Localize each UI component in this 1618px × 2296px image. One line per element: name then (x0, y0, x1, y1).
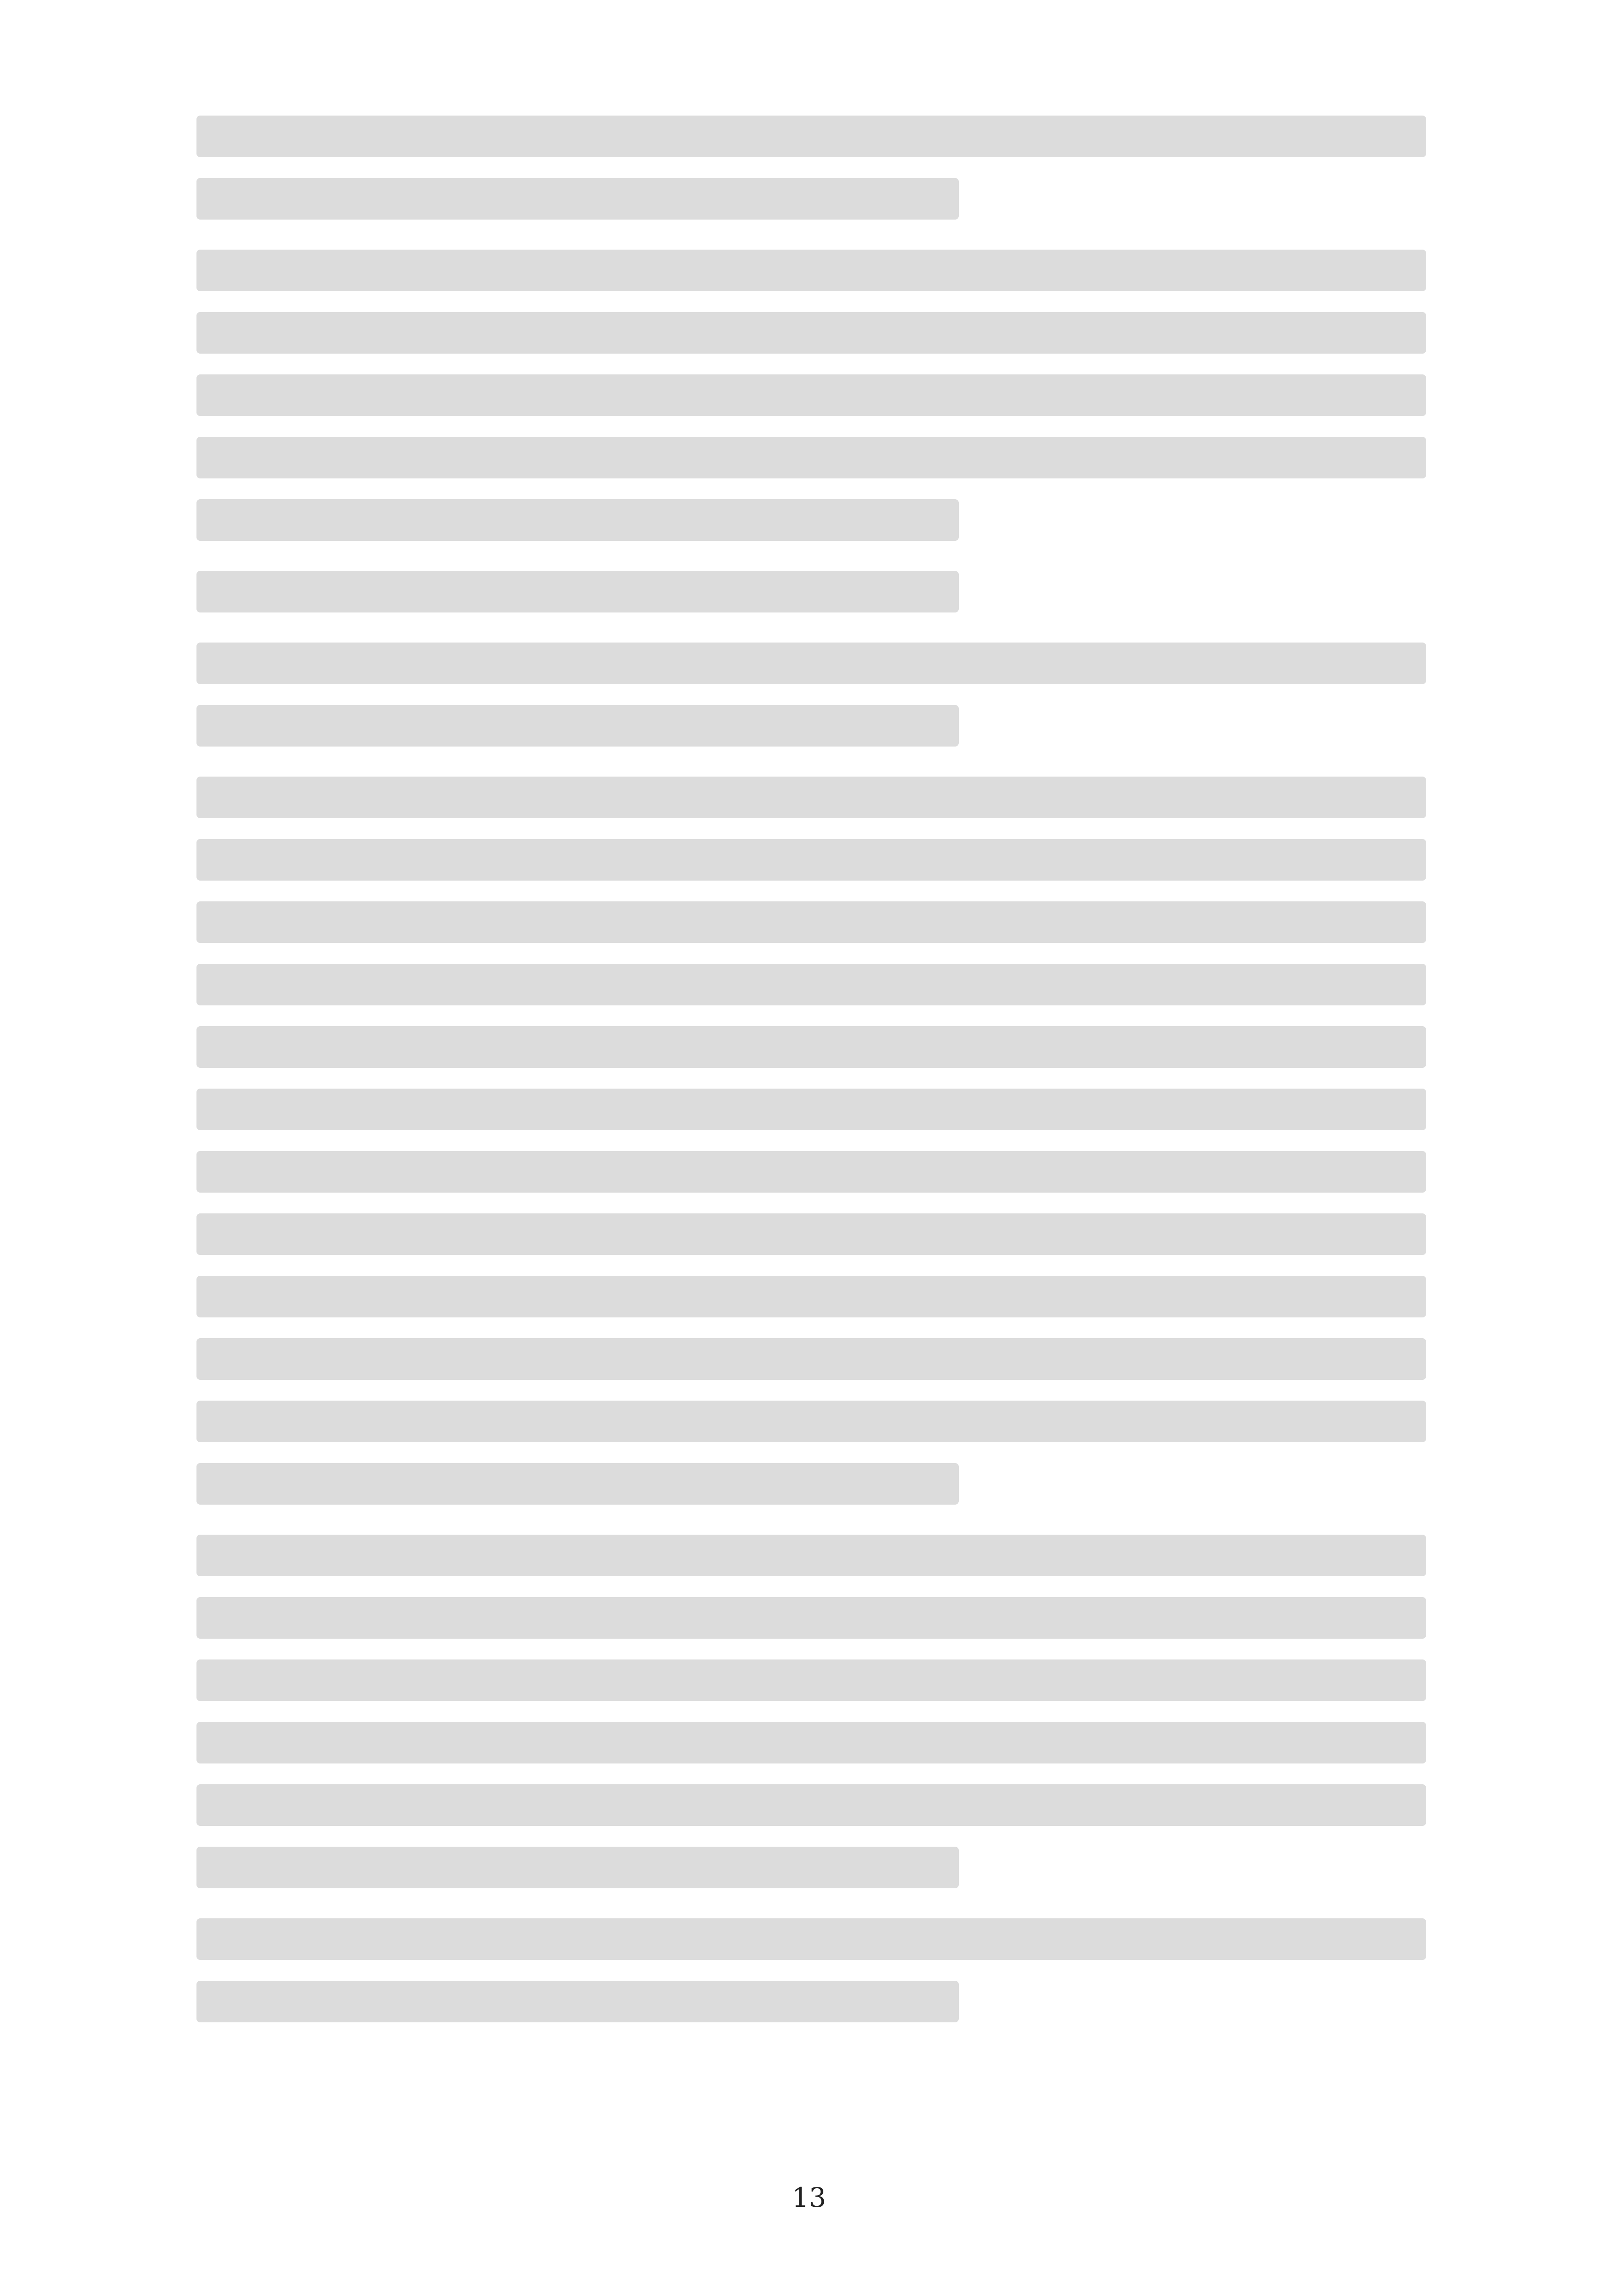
paragraph-placeholder (196, 643, 1426, 747)
paragraph-placeholder (196, 777, 1426, 1505)
text-line-placeholder (196, 1213, 1426, 1255)
text-line-placeholder (196, 1597, 1426, 1639)
paragraph-placeholder (196, 250, 1426, 541)
text-line-placeholder (196, 116, 1426, 157)
text-line-placeholder (196, 312, 1426, 354)
paragraph-placeholder (196, 571, 1426, 612)
text-line-placeholder (196, 1981, 959, 2022)
paragraph-placeholder (196, 1535, 1426, 1888)
text-line-placeholder (196, 1659, 1426, 1701)
text-line-placeholder (196, 964, 1426, 1005)
text-line-placeholder (196, 374, 1426, 416)
text-line-placeholder (196, 250, 1426, 291)
text-line-placeholder (196, 705, 959, 747)
paragraph-placeholder (196, 1918, 1426, 2022)
text-line-placeholder (196, 1151, 1426, 1193)
text-line-placeholder (196, 1463, 959, 1505)
text-line-placeholder (196, 1026, 1426, 1068)
text-line-placeholder (196, 178, 959, 220)
text-line-placeholder (196, 1722, 1426, 1763)
text-line-placeholder (196, 1401, 1426, 1442)
text-line-placeholder (196, 901, 1426, 943)
text-line-placeholder (196, 1276, 1426, 1317)
text-line-placeholder (196, 1535, 1426, 1576)
text-line-placeholder (196, 499, 959, 541)
text-line-placeholder (196, 777, 1426, 818)
text-line-placeholder (196, 571, 959, 612)
paragraph-placeholder (196, 116, 1426, 220)
body-text-column (196, 116, 1426, 2043)
text-line-placeholder (196, 437, 1426, 478)
text-line-placeholder (196, 1089, 1426, 1130)
text-line-placeholder (196, 643, 1426, 684)
text-line-placeholder (196, 1338, 1426, 1380)
text-line-placeholder (196, 1918, 1426, 1960)
text-line-placeholder (196, 1847, 959, 1888)
page-number: 13 (792, 2182, 826, 2213)
text-line-placeholder (196, 839, 1426, 881)
text-line-placeholder (196, 1784, 1426, 1826)
